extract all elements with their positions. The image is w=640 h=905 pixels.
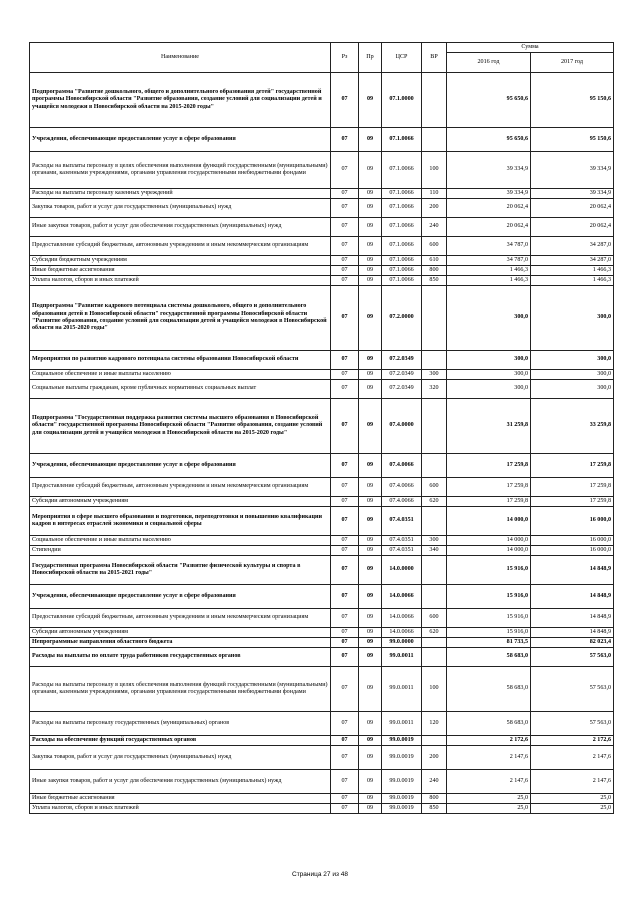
cell-2016: 300,0 — [447, 351, 531, 370]
cell-csr: 99.0.0011 — [382, 712, 422, 736]
cell-name: Стипендии — [30, 546, 331, 556]
cell-vr: 620 — [422, 628, 447, 638]
cell-csr: 07.1.0066 — [382, 128, 422, 152]
table-row — [30, 667, 614, 712]
table-row — [30, 770, 614, 794]
cell-vr: 100 — [422, 152, 447, 189]
cell-2016: 95 650,6 — [447, 73, 531, 128]
cell-2016: 31 259,8 — [447, 399, 531, 454]
table-row — [30, 712, 614, 736]
cell-csr: 07.4.0066 — [382, 478, 422, 497]
cell-csr: 14.0.0066 — [382, 628, 422, 638]
cell-name: Мероприятия по развитию кадрового потенциала системы образования Новосибирской области — [30, 351, 331, 370]
cell-2016: 34 787,0 — [447, 237, 531, 256]
cell-vr: 800 — [422, 266, 447, 276]
cell-vr: 850 — [422, 276, 447, 286]
cell-name: Мероприятия в сфере высшего образования и подготовки, переподготовки и повышению квалификации кадров в интересах отраслей экономики и социальной сферы — [30, 507, 331, 536]
cell-vr — [422, 736, 447, 746]
cell-name: Социальные выплаты гражданам, кроме публичных нормативных социальных выплат — [30, 380, 331, 399]
cell-rz: 07 — [331, 218, 359, 237]
cell-rz: 07 — [331, 399, 359, 454]
cell-2016: 14 000,0 — [447, 507, 531, 536]
cell-csr: 99.0.0019 — [382, 804, 422, 814]
cell-vr — [422, 585, 447, 609]
cell-csr: 07.1.0066 — [382, 189, 422, 199]
cell-name: Уплата налогов, сборов и иных платежей — [30, 276, 331, 286]
cell-vr: 340 — [422, 546, 447, 556]
table-row — [30, 497, 614, 507]
cell-pr: 09 — [359, 556, 382, 585]
table-row — [30, 189, 614, 199]
cell-csr: 07.4.0351 — [382, 536, 422, 546]
cell-csr: 07.1.0066 — [382, 237, 422, 256]
cell-csr: 99.0.0019 — [382, 736, 422, 746]
cell-rz: 07 — [331, 454, 359, 478]
cell-2016: 15 916,0 — [447, 585, 531, 609]
cell-rz: 07 — [331, 276, 359, 286]
cell-vr: 240 — [422, 770, 447, 794]
cell-2016: 25,0 — [447, 794, 531, 804]
cell-2016: 20 062,4 — [447, 199, 531, 218]
cell-vr: 300 — [422, 370, 447, 380]
table-row — [30, 370, 614, 380]
cell-csr: 07.2.0349 — [382, 351, 422, 370]
cell-2017: 20 062,4 — [531, 199, 614, 218]
cell-name: Подпрограмма "Государственная поддержка развития системы высшего образования в Новосибирской области" государственной программы Новосибирской области "Развитие образования, создание условий для социализации детей и учащейся молодежи в Новосибирской области на 2015-2020 годы" — [30, 399, 331, 454]
cell-2017: 25,0 — [531, 804, 614, 814]
cell-2017: 14 848,9 — [531, 556, 614, 585]
table-row — [30, 556, 614, 585]
cell-csr: 07.1.0066 — [382, 199, 422, 218]
cell-rz: 07 — [331, 199, 359, 218]
cell-name: Иные закупки товаров, работ и услуг для обеспечения государственных (муниципальных) нужд — [30, 770, 331, 794]
cell-2016: 39 334,9 — [447, 152, 531, 189]
cell-2016: 14 000,0 — [447, 536, 531, 546]
cell-vr: 320 — [422, 380, 447, 399]
table-row — [30, 73, 614, 128]
cell-vr — [422, 399, 447, 454]
cell-csr: 07.4.0351 — [382, 507, 422, 536]
table-body — [30, 73, 614, 814]
cell-2017: 20 062,4 — [531, 218, 614, 237]
cell-2016: 300,0 — [447, 380, 531, 399]
cell-2016: 25,0 — [447, 804, 531, 814]
cell-2016: 17 259,8 — [447, 478, 531, 497]
cell-name: Расходы на выплаты персоналу государственных (муниципальных) органов — [30, 712, 331, 736]
cell-2017: 57 563,0 — [531, 712, 614, 736]
cell-vr — [422, 454, 447, 478]
cell-2017: 300,0 — [531, 370, 614, 380]
cell-2017: 25,0 — [531, 794, 614, 804]
cell-rz: 07 — [331, 628, 359, 638]
cell-pr: 09 — [359, 804, 382, 814]
cell-pr: 09 — [359, 351, 382, 370]
cell-rz: 07 — [331, 237, 359, 256]
cell-name: Подпрограмма "Развитие кадрового потенциала системы дошкольного, общего и дополнительного образования детей в Новосибирской области" государственной программы Новосибирской области "Развитие образования, создание условий для социализации детей и учащейся молодежи в Новосибирской области на 2015-2020 годы" — [30, 286, 331, 351]
page-footer: Страница 27 из 48 — [292, 871, 348, 878]
cell-pr: 09 — [359, 256, 382, 266]
cell-pr: 09 — [359, 794, 382, 804]
table-row — [30, 585, 614, 609]
cell-2016: 39 334,9 — [447, 189, 531, 199]
cell-csr: 07.4.0351 — [382, 546, 422, 556]
table-row — [30, 609, 614, 628]
table-row — [30, 256, 614, 266]
cell-pr: 09 — [359, 628, 382, 638]
cell-vr: 100 — [422, 667, 447, 712]
cell-rz: 07 — [331, 794, 359, 804]
cell-name: Субсидии бюджетным учреждениям — [30, 256, 331, 266]
cell-vr: 850 — [422, 804, 447, 814]
cell-2017: 14 848,9 — [531, 585, 614, 609]
cell-2016: 17 259,8 — [447, 497, 531, 507]
cell-csr: 07.1.0066 — [382, 218, 422, 237]
cell-rz: 07 — [331, 770, 359, 794]
cell-name: Субсидии автономным учреждениям — [30, 628, 331, 638]
cell-pr: 09 — [359, 507, 382, 536]
col-header-vr: ВР — [422, 43, 447, 73]
cell-csr: 14.0.0066 — [382, 585, 422, 609]
cell-name: Непрограммные направления областного бюджета — [30, 638, 331, 648]
cell-name: Иные бюджетные ассигнования — [30, 266, 331, 276]
cell-pr: 09 — [359, 667, 382, 712]
table-row — [30, 266, 614, 276]
cell-2017: 34 287,0 — [531, 237, 614, 256]
cell-pr: 09 — [359, 266, 382, 276]
cell-vr — [422, 507, 447, 536]
cell-name: Иные закупки товаров, работ и услуг для обеспечения государственных (муниципальных) нужд — [30, 218, 331, 237]
cell-2016: 58 683,0 — [447, 648, 531, 667]
table-row — [30, 648, 614, 667]
cell-pr: 09 — [359, 546, 382, 556]
cell-pr: 09 — [359, 199, 382, 218]
cell-pr: 09 — [359, 189, 382, 199]
cell-pr: 09 — [359, 128, 382, 152]
cell-2017: 300,0 — [531, 380, 614, 399]
cell-vr: 600 — [422, 478, 447, 497]
cell-2016: 15 916,0 — [447, 628, 531, 638]
cell-rz: 07 — [331, 585, 359, 609]
cell-pr: 09 — [359, 478, 382, 497]
cell-vr: 300 — [422, 536, 447, 546]
table-row — [30, 399, 614, 454]
col-header-name: Наименование — [30, 43, 331, 73]
cell-pr: 09 — [359, 712, 382, 736]
cell-vr — [422, 73, 447, 128]
cell-2017: 14 848,9 — [531, 609, 614, 628]
cell-2016: 2 172,6 — [447, 736, 531, 746]
cell-vr: 610 — [422, 256, 447, 266]
cell-pr: 09 — [359, 609, 382, 628]
col-header-rz: Рз — [331, 43, 359, 73]
cell-2016: 34 787,0 — [447, 256, 531, 266]
cell-vr: 120 — [422, 712, 447, 736]
table-row — [30, 736, 614, 746]
cell-vr: 200 — [422, 199, 447, 218]
cell-2016: 81 733,5 — [447, 638, 531, 648]
cell-name: Расходы на выплаты персоналу казенных учреждений — [30, 189, 331, 199]
cell-csr: 07.1.0000 — [382, 73, 422, 128]
cell-2016: 300,0 — [447, 370, 531, 380]
cell-vr: 600 — [422, 609, 447, 628]
cell-name: Учреждения, обеспечивающие предоставление услуг в сфере образования — [30, 128, 331, 152]
cell-name: Учреждения, обеспечивающие предоставление услуг в сфере образования — [30, 585, 331, 609]
cell-pr: 09 — [359, 648, 382, 667]
cell-vr: 200 — [422, 746, 447, 770]
cell-2017: 1 466,3 — [531, 266, 614, 276]
cell-vr: 600 — [422, 237, 447, 256]
col-header-csr: ЦСР — [382, 43, 422, 73]
cell-pr: 09 — [359, 454, 382, 478]
cell-2016: 14 000,0 — [447, 546, 531, 556]
table-row — [30, 478, 614, 497]
cell-pr: 09 — [359, 237, 382, 256]
cell-2017: 300,0 — [531, 351, 614, 370]
cell-rz: 07 — [331, 497, 359, 507]
cell-vr — [422, 638, 447, 648]
cell-csr: 99.0.0011 — [382, 648, 422, 667]
table-header — [30, 43, 614, 73]
cell-2017: 16 000,0 — [531, 546, 614, 556]
cell-vr — [422, 648, 447, 667]
cell-2017: 2 172,6 — [531, 736, 614, 746]
cell-vr — [422, 286, 447, 351]
cell-rz: 07 — [331, 73, 359, 128]
cell-name: Учреждения, обеспечивающие предоставление услуг в сфере образования — [30, 454, 331, 478]
cell-2016: 15 916,0 — [447, 609, 531, 628]
cell-2016: 1 466,3 — [447, 266, 531, 276]
table-row — [30, 454, 614, 478]
cell-2017: 57 563,0 — [531, 667, 614, 712]
table-row — [30, 546, 614, 556]
cell-rz: 07 — [331, 712, 359, 736]
cell-rz: 07 — [331, 128, 359, 152]
cell-2016: 17 259,8 — [447, 454, 531, 478]
cell-rz: 07 — [331, 536, 359, 546]
cell-csr: 07.4.0066 — [382, 454, 422, 478]
cell-rz: 07 — [331, 609, 359, 628]
cell-2017: 300,0 — [531, 286, 614, 351]
table-row — [30, 199, 614, 218]
cell-rz: 07 — [331, 667, 359, 712]
cell-rz: 07 — [331, 351, 359, 370]
cell-2017: 17 259,8 — [531, 478, 614, 497]
cell-pr: 09 — [359, 736, 382, 746]
cell-pr: 09 — [359, 399, 382, 454]
cell-rz: 07 — [331, 189, 359, 199]
table-row — [30, 152, 614, 189]
table-row — [30, 128, 614, 152]
cell-rz: 07 — [331, 736, 359, 746]
cell-name: Подпрограмма "Развитие дошкольного, общего и дополнительного образования детей" государственной программы Новосибирской области "Развитие образования, создание условий для социализации детей и учащейся молодежи в Новосибирской области на 2015-2020 годы" — [30, 73, 331, 128]
cell-2017: 34 287,0 — [531, 256, 614, 266]
cell-pr: 09 — [359, 73, 382, 128]
cell-2017: 2 147,6 — [531, 746, 614, 770]
col-header-2017: 2017 год — [531, 53, 614, 73]
cell-rz: 07 — [331, 648, 359, 667]
cell-rz: 07 — [331, 804, 359, 814]
cell-name: Расходы на выплаты по оплате труда работников государственных органов — [30, 648, 331, 667]
cell-vr: 620 — [422, 497, 447, 507]
cell-csr: 14.0.0066 — [382, 609, 422, 628]
cell-csr: 07.4.0066 — [382, 497, 422, 507]
cell-csr: 07.2.0349 — [382, 380, 422, 399]
cell-pr: 09 — [359, 370, 382, 380]
table-row — [30, 804, 614, 814]
table-row — [30, 536, 614, 546]
cell-vr: 800 — [422, 794, 447, 804]
cell-name: Социальное обеспечение и иные выплаты населению — [30, 370, 331, 380]
cell-rz: 07 — [331, 286, 359, 351]
cell-csr: 99.0.0019 — [382, 746, 422, 770]
cell-name: Предоставление субсидий бюджетным, автономным учреждениям и иным некоммерческим организациям — [30, 609, 331, 628]
cell-name: Иные бюджетные ассигнования — [30, 794, 331, 804]
table-row — [30, 286, 614, 351]
cell-csr: 99.0.0011 — [382, 667, 422, 712]
table-row — [30, 794, 614, 804]
cell-name: Предоставление субсидий бюджетным, автономным учреждениям и иным некоммерческим организациям — [30, 478, 331, 497]
cell-name: Закупка товаров, работ и услуг для государственных (муниципальных) нужд — [30, 746, 331, 770]
cell-2017: 33 259,8 — [531, 399, 614, 454]
cell-2016: 58 683,0 — [447, 712, 531, 736]
cell-2017: 14 848,9 — [531, 628, 614, 638]
cell-rz: 07 — [331, 746, 359, 770]
cell-2016: 2 147,6 — [447, 770, 531, 794]
cell-rz: 07 — [331, 152, 359, 189]
cell-rz: 07 — [331, 370, 359, 380]
cell-2017: 57 563,0 — [531, 648, 614, 667]
col-header-sum: Сумма — [447, 43, 614, 53]
cell-name: Субсидии автономным учреждениям — [30, 497, 331, 507]
col-header-pr: Пр — [359, 43, 382, 73]
cell-2017: 39 334,9 — [531, 152, 614, 189]
cell-name: Расходы на выплаты персоналу в целях обеспечения выполнения функций государственными (муниципальными) органами, казенными учреждениями, органами управления государственными внебюджетными фондами — [30, 667, 331, 712]
cell-2017: 2 147,6 — [531, 770, 614, 794]
cell-pr: 09 — [359, 380, 382, 399]
cell-rz: 07 — [331, 507, 359, 536]
cell-csr: 07.2.0000 — [382, 286, 422, 351]
cell-rz: 07 — [331, 556, 359, 585]
cell-2017: 95 150,6 — [531, 128, 614, 152]
table-row — [30, 628, 614, 638]
cell-2016: 300,0 — [447, 286, 531, 351]
cell-2017: 17 259,8 — [531, 497, 614, 507]
cell-pr: 09 — [359, 276, 382, 286]
cell-pr: 09 — [359, 746, 382, 770]
cell-vr: 240 — [422, 218, 447, 237]
table-row — [30, 380, 614, 399]
cell-vr — [422, 351, 447, 370]
cell-csr: 14.0.0000 — [382, 556, 422, 585]
cell-name: Государственная программа Новосибирской области "Развитие физической культуры и спорта в Новосибирской области на 2015-2021 годы" — [30, 556, 331, 585]
cell-pr: 09 — [359, 286, 382, 351]
table-row — [30, 507, 614, 536]
cell-2016: 2 147,6 — [447, 746, 531, 770]
cell-pr: 09 — [359, 497, 382, 507]
cell-2017: 39 334,9 — [531, 189, 614, 199]
cell-name: Закупка товаров, работ и услуг для государственных (муниципальных) нужд — [30, 199, 331, 218]
cell-name: Социальное обеспечение и иные выплаты населению — [30, 536, 331, 546]
cell-vr: 110 — [422, 189, 447, 199]
cell-csr: 99.0.0019 — [382, 770, 422, 794]
cell-csr: 07.4.0000 — [382, 399, 422, 454]
cell-rz: 07 — [331, 266, 359, 276]
cell-rz: 07 — [331, 380, 359, 399]
cell-csr: 07.1.0066 — [382, 256, 422, 266]
cell-rz: 07 — [331, 638, 359, 648]
budget-table — [29, 42, 614, 814]
cell-csr: 07.1.0066 — [382, 276, 422, 286]
cell-name: Уплата налогов, сборов и иных платежей — [30, 804, 331, 814]
table-row — [30, 276, 614, 286]
table-row — [30, 237, 614, 256]
cell-2016: 1 466,3 — [447, 276, 531, 286]
cell-name: Расходы на выплаты персоналу в целях обеспечения выполнения функций государственными (муниципальными) органами, казенными учреждениями, органами управления государственными внебюджетными фондами — [30, 152, 331, 189]
cell-name: Расходы на обеспечение функций государственных органов — [30, 736, 331, 746]
cell-2017: 16 000,0 — [531, 536, 614, 546]
cell-csr: 99.0.0000 — [382, 638, 422, 648]
cell-2016: 15 916,0 — [447, 556, 531, 585]
cell-csr: 07.2.0349 — [382, 370, 422, 380]
cell-pr: 09 — [359, 638, 382, 648]
cell-pr: 09 — [359, 536, 382, 546]
cell-pr: 09 — [359, 152, 382, 189]
cell-pr: 09 — [359, 770, 382, 794]
cell-2017: 95 150,6 — [531, 73, 614, 128]
cell-rz: 07 — [331, 546, 359, 556]
cell-2016: 20 062,4 — [447, 218, 531, 237]
cell-vr — [422, 128, 447, 152]
table-row — [30, 746, 614, 770]
table-row — [30, 218, 614, 237]
cell-name: Предоставление субсидий бюджетным, автономным учреждениям и иным некоммерческим организациям — [30, 237, 331, 256]
cell-2017: 16 000,0 — [531, 507, 614, 536]
cell-rz: 07 — [331, 478, 359, 497]
cell-csr: 07.1.0066 — [382, 266, 422, 276]
table-row — [30, 351, 614, 370]
cell-2017: 1 466,3 — [531, 276, 614, 286]
table-row — [30, 638, 614, 648]
cell-pr: 09 — [359, 218, 382, 237]
cell-2016: 95 650,6 — [447, 128, 531, 152]
cell-pr: 09 — [359, 585, 382, 609]
col-header-2016: 2016 год — [447, 53, 531, 73]
cell-rz: 07 — [331, 256, 359, 266]
cell-csr: 07.1.0066 — [382, 152, 422, 189]
cell-2016: 58 683,0 — [447, 667, 531, 712]
cell-2017: 82 023,4 — [531, 638, 614, 648]
cell-vr — [422, 556, 447, 585]
cell-2017: 17 259,8 — [531, 454, 614, 478]
cell-csr: 99.0.0019 — [382, 794, 422, 804]
